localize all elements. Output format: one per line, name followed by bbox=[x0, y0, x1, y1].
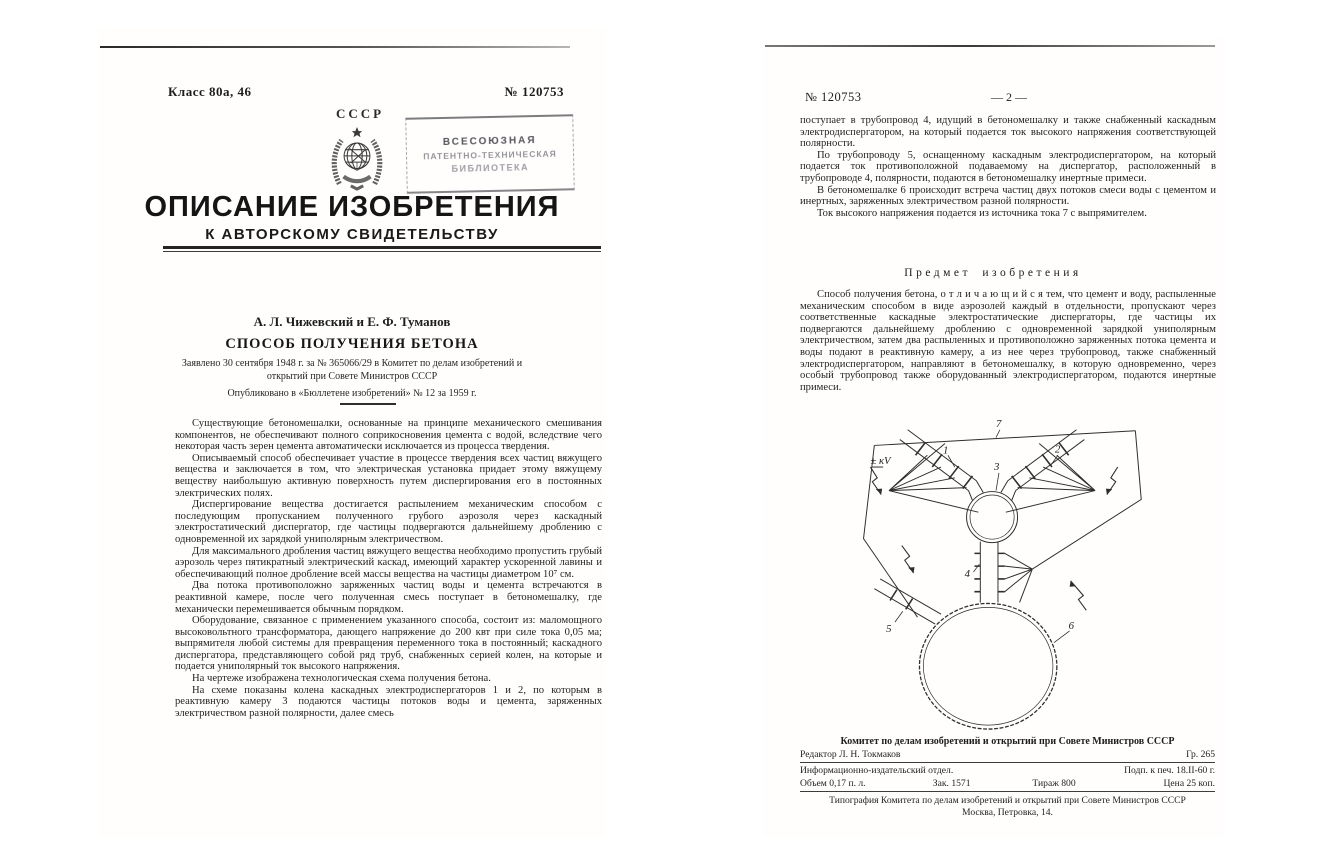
page-edge-line bbox=[100, 46, 570, 48]
published-line: Опубликовано в «Бюллетене изобретений» № 12 за 1959 г. bbox=[227, 388, 477, 399]
claim-paragraph: Способ получения бетона, о т л и ч а ю щ и й с я тем, что цемент и воду, распыленные механическим способом в виде аэрозолей каждый в отдельности, пропускают через соответственные каскадные электростатические диспергаторы, где частицы их подвергаются дальнейшему дроблению с одновременной зарядкой униполярным электричеством, затем два распыленных и противоположно заряженных потока цемента и воды подают в реактивную камеру, а из нее через трубопровод, также снабженный электродиспергатором, направляют в бетономешалку, в которую одновременно, через особый трубопровод также оборудованный электродиспергатором, подаются инертные примеси. bbox=[800, 289, 1216, 393]
group-code: Гр. 265 bbox=[1186, 749, 1215, 760]
print-run: Тираж 800 bbox=[1032, 778, 1076, 789]
doc-number-left: № 120753 bbox=[504, 84, 564, 99]
class-label: Класс 80а, 46 bbox=[168, 84, 252, 99]
ussr-emblem-icon bbox=[326, 124, 388, 194]
colophon-rule bbox=[800, 791, 1215, 792]
left-body-text bbox=[175, 418, 602, 719]
separator-dash bbox=[340, 403, 396, 405]
figure-label-5: 5 bbox=[886, 622, 892, 635]
paragraph: В бетономешалке 6 происходит встреча частиц двух потоков смеси воды с цементом и инертных, заряженных электричеством разной полярности. bbox=[800, 184, 1216, 208]
invention-title: СПОСОБ ПОЛУЧЕНИЯ БЕТОНА bbox=[225, 336, 479, 352]
printer-line-1: Типография Комитета по делам изобретений и открытий при Совете Министров СССР bbox=[829, 795, 1186, 806]
paragraph: На чертеже изображена технологическая схема получения бетона. bbox=[192, 673, 491, 685]
figure-label-6: 6 bbox=[1068, 619, 1075, 632]
title-rule bbox=[163, 246, 601, 252]
document-title: ОПИСАНИЕ ИЗОБРЕТЕНИЯ bbox=[144, 191, 560, 223]
order-number: Зак. 1571 bbox=[932, 778, 971, 789]
paragraph: Ток высокого напряжения подается из источника тока 7 с выпрямителем. bbox=[817, 207, 1147, 219]
paragraph: На схеме показаны колена каскадных электродиспергаторов 1 и 2, по которым в реактивную камеру 3 подаются частицы потоков воды и цемента, заряженных электричеством разной полярности, далее смесь bbox=[175, 684, 602, 719]
colophon-rule bbox=[800, 762, 1215, 763]
figure-label-4: 4 bbox=[964, 567, 970, 580]
colophon bbox=[800, 736, 1215, 818]
figure-label-1: 1 bbox=[943, 444, 949, 457]
paragraph: По трубопроводу 5, оснащенному каскадным электродиспергатором, на который подается ток противоположной подаваемому на диспергатор, расположенный в трубопроводе 4, полярности, подаются в бетономешалку инертные примеси. bbox=[800, 149, 1216, 184]
page-left bbox=[98, 28, 606, 838]
editor-name: Редактор Л. Н. Токмаков bbox=[800, 749, 901, 760]
dept-name: Информационно-издательский отдел. bbox=[800, 765, 954, 776]
dept-row bbox=[800, 765, 1215, 776]
print-date: Подп. к печ. 18.II-60 г. bbox=[1124, 765, 1215, 776]
figure-label-7: 7 bbox=[996, 417, 1002, 430]
stamp-line-3: БИБЛИОТЕКА bbox=[451, 161, 530, 174]
printer-line-2: Москва, Петровка, 14. bbox=[962, 807, 1053, 818]
page-number: — 2 — bbox=[991, 90, 1027, 104]
paragraph: Существующие бетономешалки, основанные на принципе механического смешивания компонентов, не обеспечивают полного соприкосновения цемента с водой, вследствие чего некоторая часть зерен цемента автоматически исключается из процесса твердения. bbox=[175, 418, 602, 453]
price: Цена 25 коп. bbox=[1163, 778, 1215, 789]
stamp-line-1: ВСЕСОЮЗНАЯ bbox=[442, 134, 537, 148]
document-subtitle: К АВТОРСКОМУ СВИДЕТЕЛЬСТВУ bbox=[205, 226, 499, 243]
committee-line: Комитет по делам изобретений и открытий при Совете Министров СССР bbox=[840, 736, 1175, 747]
source-line bbox=[874, 431, 1135, 446]
volume: Объем 0,17 п. л. bbox=[800, 778, 866, 789]
print-details-row bbox=[800, 778, 1215, 789]
page-right bbox=[763, 38, 1223, 838]
paragraph: Описываемый способ обеспечивает участие в процессе твердения всех частиц вяжущего вещества и заключается в том, что электрическая установка придает этому вяжущему веществу наибольшую активную поверхность путем диспергирования его в постоянных электрических полях. bbox=[175, 452, 602, 499]
authors-line: А. Л. Чижевский и Е. Ф. Туманов bbox=[253, 314, 451, 329]
paragraph: Оборудование, связанное с применением указанного способа, состоит из: маломощного высоковольтного трансформатора, дающего напряжение до 200 квт при силе тока 0,05 ма; выпрямителя любой системы для превращения переменного тока в постоянный; каскадного диспергатора, представляющего собой ряд труб, снабженных серией колен, на которые и подается униполярный ток высокого напряжения. bbox=[175, 615, 602, 673]
claims-heading: Предмет изобретения bbox=[904, 267, 1082, 279]
paragraph: Для максимального дробления частиц вяжущего вещества необходимо пропустить грубый аэрозоль через пятикратный электрический каскад, имеющий характер ускоренной лавины и обеспечивающий полное дробление всей массы вещества на частицы диаметром 10⁷ см. bbox=[175, 545, 602, 580]
paragraph: Два потока противоположно заряженных частиц воды и цемента встречаются в реактивной камере, после чего полученная смесь поступает в бетономешалку, где механически перемешивается обычным порядком. bbox=[175, 580, 602, 615]
filing-info bbox=[152, 358, 552, 401]
paragraph: Диспергирование вещества достигается распылением механическим способом с последующим пропусканием полученного грубого аэрозоля через каскадный электростатический диспергатор, где частицы подвергаются дальнейшему дроблению с одновременной их зарядкой униполярным электричеством. bbox=[175, 499, 602, 545]
page-edge-line bbox=[765, 45, 1215, 47]
country-label: СССР bbox=[336, 106, 385, 121]
doc-number-right: № 120753 bbox=[805, 90, 862, 104]
library-stamp bbox=[405, 114, 575, 194]
filing-line-2: открытий при Совете Министров СССР bbox=[266, 370, 438, 382]
stamp-line-2: ПАТЕНТНО-ТЕХНИЧЕСКАЯ bbox=[423, 148, 557, 161]
editor-row bbox=[800, 749, 1215, 760]
process-diagram bbox=[848, 416, 1145, 732]
claim-text-block bbox=[800, 289, 1216, 393]
right-body-text bbox=[800, 115, 1216, 219]
figure-label-2: 2 bbox=[1054, 443, 1061, 456]
figure-voltage-label: ± кV bbox=[870, 455, 891, 468]
figure-label-3: 3 bbox=[994, 460, 1000, 473]
paragraph: поступает в трубопровод 4, идущий в бетономешалку и также снабженный каскадным электродиспергатором, на который подается ток высокого напряжения соответствующей полярности. bbox=[800, 115, 1216, 150]
filing-line-1: Заявлено 30 сентября 1948 г. за № 365066/29 в Комитет по делам изобретений и bbox=[181, 358, 523, 369]
